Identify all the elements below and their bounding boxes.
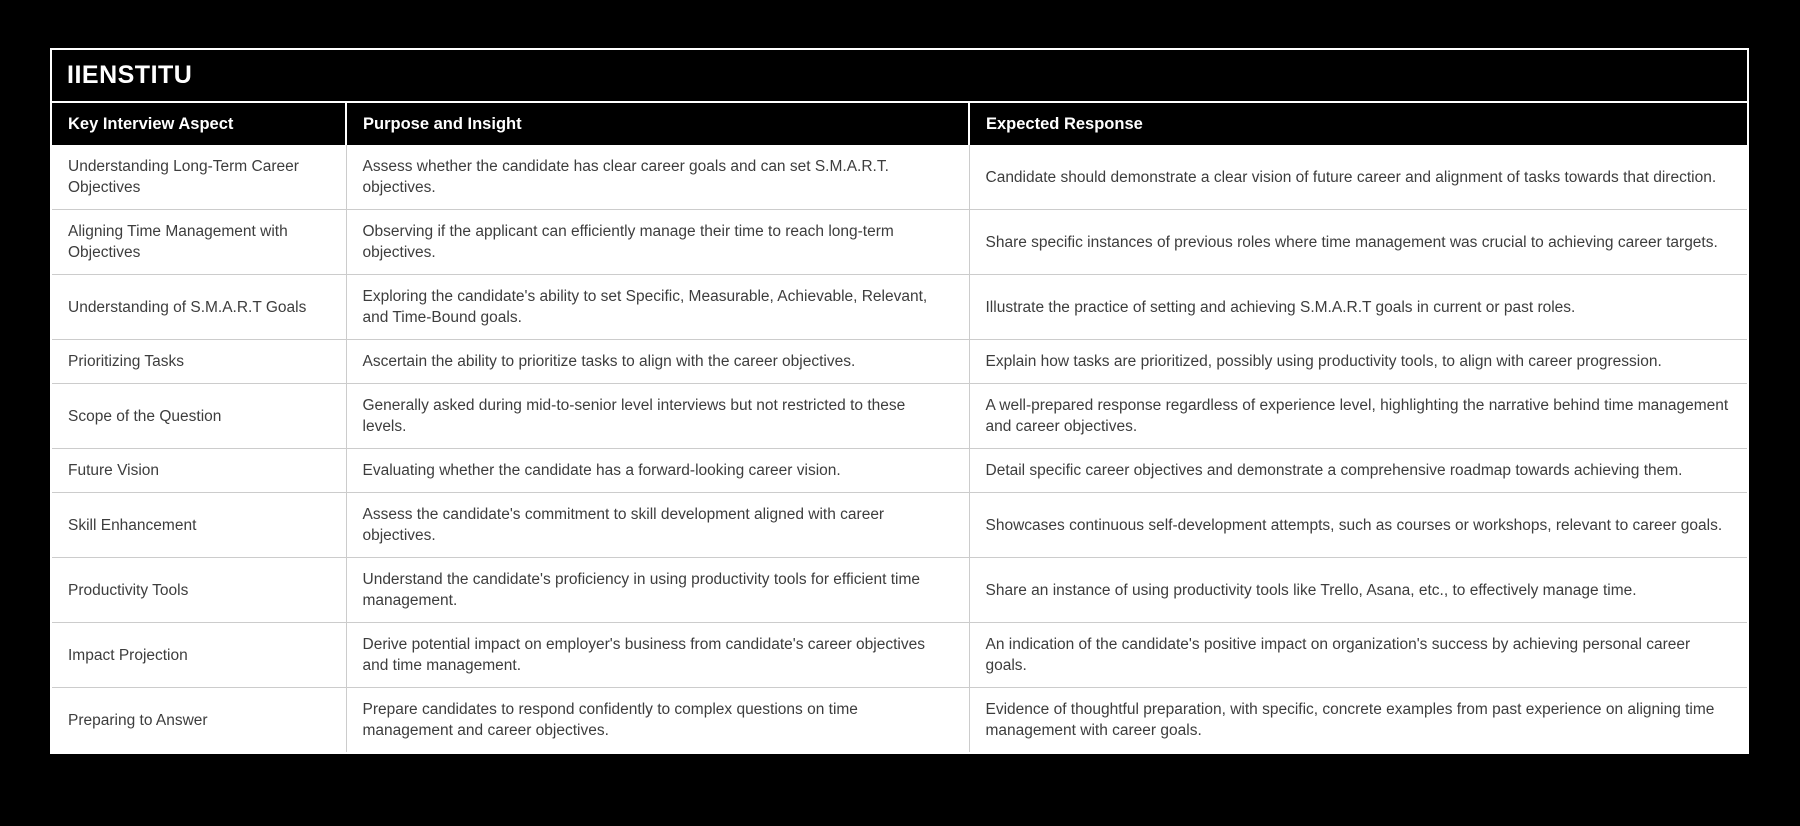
cell-response: Illustrate the practice of setting and achieving S.M.A.R.T goals in current or past roles. (969, 275, 1747, 340)
table-header (52, 103, 1747, 145)
cell-purpose: Assess whether the candidate has clear career goals and can set S.M.A.R.T. objectives. (346, 145, 969, 210)
cell-purpose: Assess the candidate's commitment to skill development aligned with career objectives. (346, 493, 969, 558)
table-frame (50, 48, 1749, 754)
cell-aspect: Understanding Long-Term Career Objectives (52, 145, 346, 210)
cell-purpose: Prepare candidates to respond confidently to complex questions on time management and career objectives. (346, 688, 969, 753)
table-row (52, 449, 1747, 493)
header-row (52, 103, 1747, 145)
cell-purpose: Evaluating whether the candidate has a forward-looking career vision. (346, 449, 969, 493)
cell-aspect: Productivity Tools (52, 558, 346, 623)
cell-purpose: Observing if the applicant can efficiently manage their time to reach long-term objectives. (346, 210, 969, 275)
cell-response: Explain how tasks are prioritized, possibly using productivity tools, to align with career progression. (969, 340, 1747, 384)
column-header-purpose-and-insight: Purpose and Insight (346, 103, 969, 145)
cell-purpose: Exploring the candidate's ability to set Specific, Measurable, Achievable, Relevant, and Time-Bound goals. (346, 275, 969, 340)
table-row (52, 623, 1747, 688)
cell-aspect: Understanding of S.M.A.R.T Goals (52, 275, 346, 340)
cell-purpose: Generally asked during mid-to-senior level interviews but not restricted to these levels. (346, 384, 969, 449)
column-header-key-interview-aspect: Key Interview Aspect (52, 103, 346, 145)
cell-purpose: Derive potential impact on employer's business from candidate's career objectives and time management. (346, 623, 969, 688)
interview-aspects-table (52, 103, 1747, 752)
table-row (52, 558, 1747, 623)
cell-response: Showcases continuous self-development attempts, such as courses or workshops, relevant to career goals. (969, 493, 1747, 558)
cell-aspect: Impact Projection (52, 623, 346, 688)
cell-aspect: Scope of the Question (52, 384, 346, 449)
table-body (52, 145, 1747, 752)
table-row (52, 384, 1747, 449)
cell-response: Candidate should demonstrate a clear vision of future career and alignment of tasks towards that direction. (985, 168, 1717, 186)
cell-aspect: Prioritizing Tasks (52, 340, 346, 384)
table-row (52, 275, 1747, 340)
brand-title: IIENSTITU (52, 50, 1747, 103)
column-header-expected-response: Expected Response (969, 103, 1747, 145)
cell-aspect: Skill Enhancement (52, 493, 346, 558)
table-row (52, 493, 1747, 558)
table-row (52, 340, 1747, 384)
cell-response: An indication of the candidate's positive impact on organization's success by achieving personal career goals. (969, 623, 1747, 688)
cell-aspect: Aligning Time Management with Objectives (52, 210, 346, 275)
table-row (52, 210, 1747, 275)
cell-response: Detail specific career objectives and demonstrate a comprehensive roadmap towards achieving them. (969, 449, 1747, 493)
cell-response: A well-prepared response regardless of experience level, highlighting the narrative behind time management and career objectives. (969, 384, 1747, 449)
table-row (52, 688, 1747, 753)
cell-response: Share an instance of using productivity tools like Trello, Asana, etc., to effectively manage time. (969, 558, 1747, 623)
cell-purpose: Understand the candidate's proficiency in using productivity tools for efficient time management. (346, 558, 969, 623)
cell-response: Share specific instances of previous roles where time management was crucial to achieving career targets. (969, 210, 1747, 275)
cell-response: Evidence of thoughtful preparation, with specific, concrete examples from past experience on aligning time management with career goals. (969, 688, 1747, 753)
cell-aspect: Preparing to Answer (52, 688, 346, 753)
cell-aspect: Future Vision (52, 449, 346, 493)
table-row (52, 145, 1747, 210)
cell-purpose: Ascertain the ability to prioritize tasks to align with the career objectives. (346, 340, 969, 384)
